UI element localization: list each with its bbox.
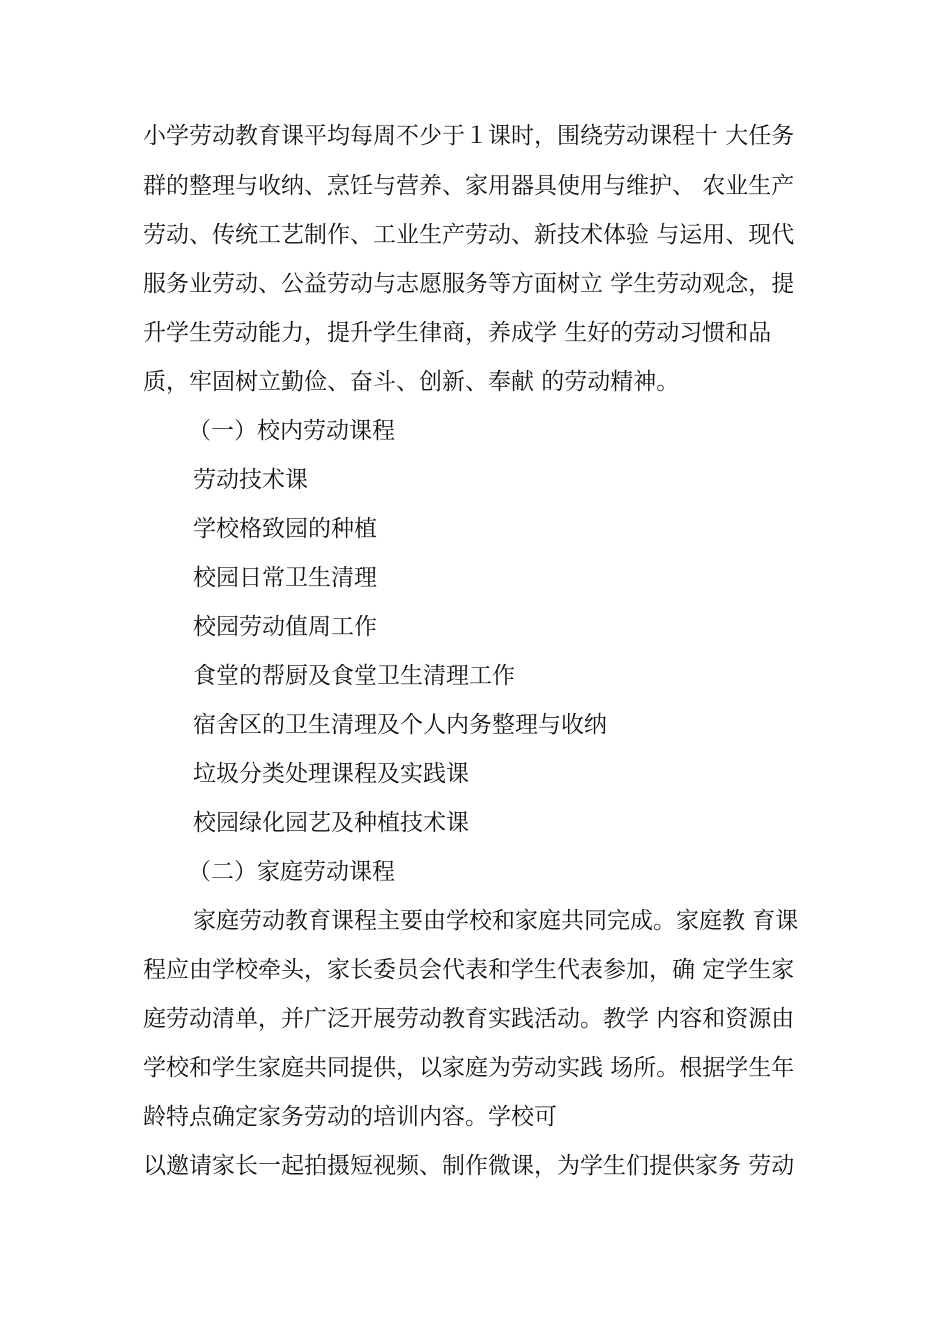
section-2-heading: （二）家庭劳动课程 <box>188 859 395 885</box>
paragraph-1-line-1: 小学劳动教育课平均每周不少于１课时，围绕劳动课程十 大任务 <box>143 123 795 149</box>
section-1-item: 食堂的帮厨及食堂卫生清理工作 <box>193 663 515 689</box>
paragraph-2-line-4: 学校和学生家庭共同提供，以家庭为劳动实践 场所。根据学生年 <box>143 1055 795 1081</box>
section-1-item: 劳动技术课 <box>193 467 308 493</box>
paragraph-1-line-4: 服务业劳动、公益劳动与志愿服务等方面树立 学生劳动观念，提 <box>143 271 795 297</box>
paragraph-2-line-1: 家庭劳动教育课程主要由学校和家庭共同完成。家庭教 育课 <box>193 908 799 934</box>
paragraph-2-line-6: 以邀请家长一起拍摄短视频、制作微课，为学生们提供家务 劳动 <box>143 1153 795 1179</box>
paragraph-1-line-3: 劳动、传统工艺制作、工业生产劳动、新技术体验 与运用、现代 <box>143 222 795 248</box>
paragraph-1-line-5: 升学生劳动能力，提升学生律商，养成学 生好的劳动习惯和品 <box>143 320 772 346</box>
section-1-item: 校园劳动值周工作 <box>193 614 377 640</box>
paragraph-1-line-2: 群的整理与收纳、烹饪与营养、家用器具使用与维护、 农业生产 <box>143 173 795 199</box>
paragraph-2-line-3: 庭劳动清单，并广泛开展劳动教育实践活动。教学 内容和资源由 <box>143 1006 795 1032</box>
section-1-heading: （一）校内劳动课程 <box>188 418 395 444</box>
paragraph-1-line-6: 质，牢固树立勤俭、奋斗、创新、奉献 的劳动精神。 <box>143 369 680 395</box>
paragraph-2-line-5: 龄特点确定家务劳动的培训内容。学校可 <box>143 1104 557 1130</box>
section-1-item: 校园绿化园艺及种植技术课 <box>193 810 469 836</box>
paragraph-2-line-2: 程应由学校牵头，家长委员会代表和学生代表参加，确 定学生家 <box>143 957 795 983</box>
section-1-item: 垃圾分类处理课程及实践课 <box>193 761 469 787</box>
section-1-item: 学校格致园的种植 <box>193 516 377 542</box>
section-1-item: 宿舍区的卫生清理及个人内务整理与收纳 <box>193 712 607 738</box>
section-1-item: 校园日常卫生清理 <box>193 565 377 591</box>
